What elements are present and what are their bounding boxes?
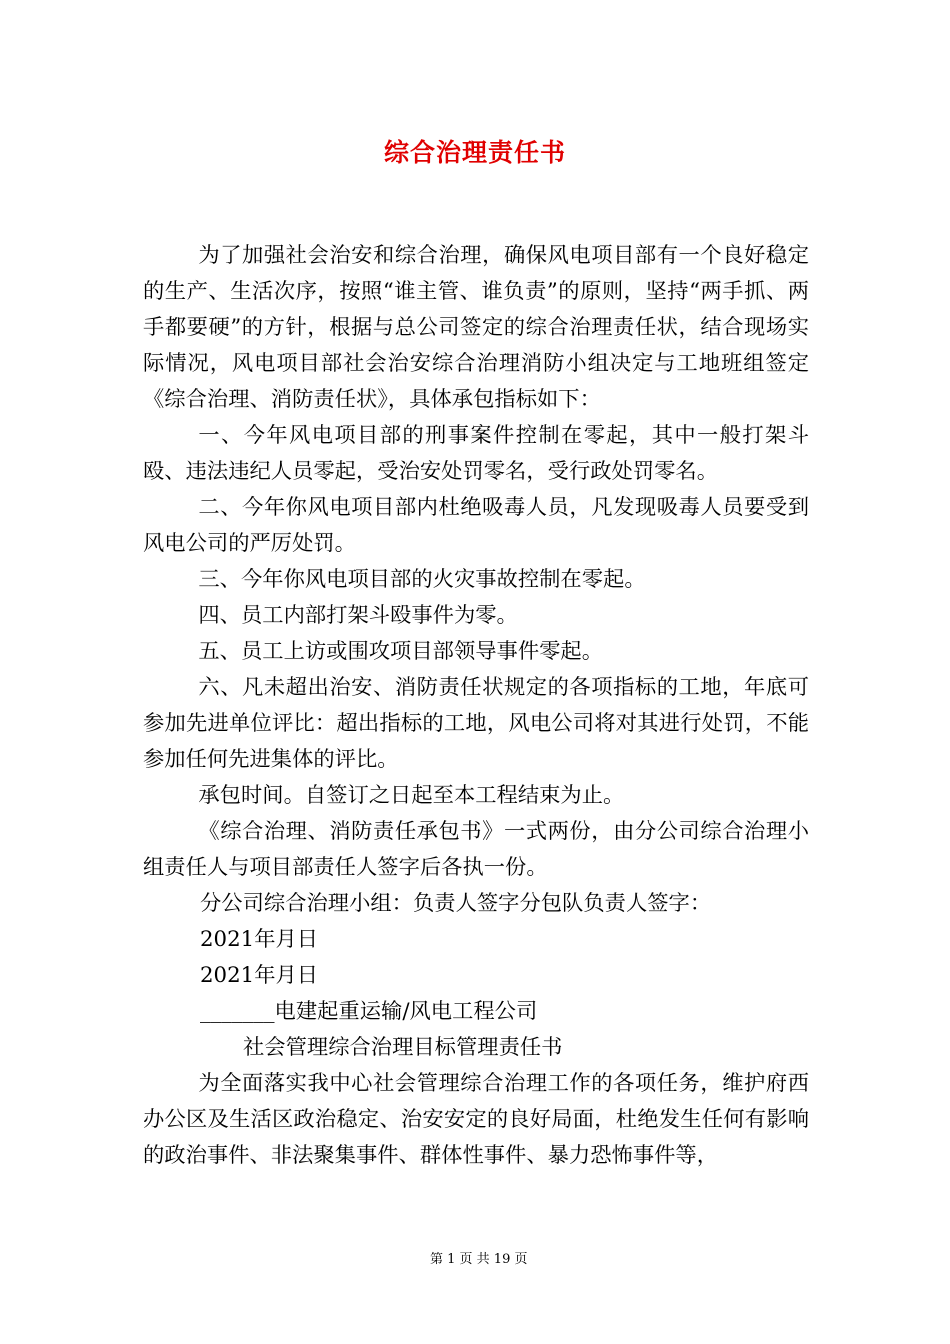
paragraph-item-4: 四、员工内部打架斗殴事件为零。: [198, 603, 518, 628]
paragraph-intro: 为了加强社会治安和综合治理，确保风电项目部有一个良好稳定的生产、生活次序，按照“谁主管、谁负责”的原则，坚持“两手抓、两手都要硬”的方针，根据与总公司签定的综合治理责任状，结合现场实际情况，风电项目部社会治安综合治理消防小组决定与工地班组签定《综合治理、消防责任状》，具体承包指标如下：: [143, 243, 809, 412]
paragraph-second-doc: 为全面落实我中心社会管理综合治理工作的各项任务，维护府西办公区及生活区政治稳定、治安安定的良好局面，杜绝发生任何有影响的政治事件、非法聚集事件、群体性事件、暴力恐怖事件等，: [143, 1071, 809, 1168]
date-line-1: 2021年月日: [200, 927, 319, 952]
paragraph-item-3: 三、今年你风电项目部的火灾事故控制在零起。: [198, 567, 646, 592]
subtitle-line: 社会管理综合治理目标管理责任书: [243, 1035, 563, 1060]
paragraph-item-5: 五、员工上访或围攻项目部领导事件零起。: [198, 639, 604, 664]
document-body: [143, 238, 809, 1174]
paragraph-copies: 《综合治理、消防责任承包书》一式两份，由分公司综合治理小组责任人与项目部责任人签字后各执一份。: [143, 819, 809, 880]
paragraph-item-1: 一、今年风电项目部的刑事案件控制在零起，其中一般打架斗殴、违法违纪人员零起，受治安处罚零名，受行政处罚零名。: [143, 423, 809, 484]
paragraph-item-2: 二、今年你风电项目部内杜绝吸毒人员，凡发现吸毒人员要受到风电公司的严厉处罚。: [143, 495, 809, 556]
page-number: 第 1 页 共 19 页: [430, 1252, 528, 1267]
date-line-2: 2021年月日: [200, 963, 319, 988]
paragraph-contract-period: 承包时间。自签订之日起至本工程结束为止。: [198, 783, 625, 808]
document-title: 综合治理责任书: [383, 138, 566, 167]
company-line: _______电建起重运输/风电工程公司: [200, 999, 538, 1024]
paragraph-item-6: 六、凡未超出治安、消防责任状规定的各项指标的工地，年底可参加先进单位评比：超出指标的工地，风电公司将对其进行处罚，不能参加任何先进集体的评比。: [143, 675, 809, 772]
signature-line: 分公司综合治理小组：负责人签字分包队负责人签字：: [200, 891, 712, 916]
